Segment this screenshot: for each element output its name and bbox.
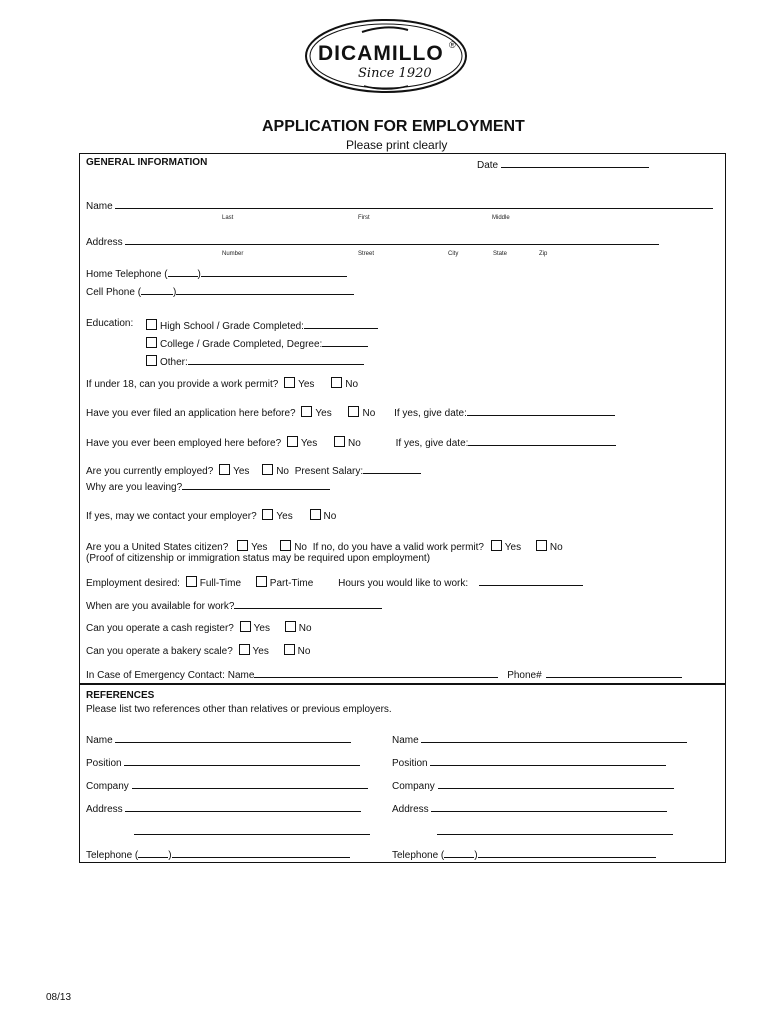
edu-college-input[interactable] <box>322 336 368 347</box>
name-sub-middle: Middle <box>492 215 510 221</box>
filed-date-input[interactable] <box>467 405 615 416</box>
ref2-address-label: Address <box>392 804 429 815</box>
cell-phone-label: Cell Phone ( <box>86 287 142 298</box>
yes-label: Yes <box>300 438 318 449</box>
yes-label: Yes <box>504 542 522 553</box>
addr-sub-state: State <box>493 251 508 257</box>
form-code: 08/13 <box>46 992 72 1003</box>
general-heading: GENERAL INFORMATION <box>86 157 208 168</box>
leaving-question-label: Why are you leaving? <box>86 482 183 493</box>
filed-question-label: Have you ever filed an application here before? <box>86 408 296 419</box>
addr-sub-city: City <box>448 251 459 257</box>
cell-phone-input[interactable] <box>176 284 354 295</box>
cell-phone-field <box>86 284 354 298</box>
proof-note: (Proof of citizenship or immigration status may be required upon employment) <box>86 553 431 564</box>
edu-high-school-checkbox[interactable] <box>146 319 157 330</box>
ref1-name-label: Name <box>86 735 113 746</box>
part-time-checkbox[interactable] <box>256 576 267 587</box>
no-label: No <box>298 623 312 634</box>
ref1-company-input[interactable] <box>132 778 368 789</box>
ref1-position <box>86 755 360 769</box>
emergency-contact <box>86 667 682 681</box>
address-field <box>86 234 659 248</box>
no-label: No <box>549 542 563 553</box>
page-subtitle: Please print clearly <box>346 138 448 152</box>
permit-no-checkbox[interactable] <box>331 377 342 388</box>
ref2-address <box>392 801 667 815</box>
no-label: No <box>362 408 376 419</box>
paren-close: ) <box>168 850 172 861</box>
emergency-name-input[interactable] <box>254 667 498 678</box>
current-no-checkbox[interactable] <box>262 464 273 475</box>
ref2-address-line2[interactable] <box>437 824 673 835</box>
name-label: Name <box>86 201 113 212</box>
phone-label: Phone# <box>507 670 542 681</box>
contact-question <box>86 509 336 522</box>
filed-question <box>86 405 615 419</box>
logo-registered: ® <box>449 40 456 50</box>
current-yes-checkbox[interactable] <box>219 464 230 475</box>
logo <box>304 14 468 96</box>
paren-close: ) <box>173 287 177 298</box>
valid-permit-label: If no, do you have a valid work permit? <box>312 542 484 553</box>
scale-question-label: Can you operate a bakery scale? <box>86 646 233 657</box>
available-input[interactable] <box>234 598 382 609</box>
filed-date-label: If yes, give date: <box>394 408 467 419</box>
filed-yes-checkbox[interactable] <box>301 406 312 417</box>
ref2-area-code-input[interactable] <box>444 847 474 858</box>
citizen-no-checkbox[interactable] <box>280 540 291 551</box>
ref1-telephone <box>86 847 350 861</box>
ref1-address-input[interactable] <box>125 801 361 812</box>
edu-other-label: Other: <box>160 357 188 368</box>
logo-brand: DICAMILLO <box>318 42 444 65</box>
name-sub-last: Last <box>222 215 234 221</box>
full-time-checkbox[interactable] <box>186 576 197 587</box>
address-input[interactable] <box>125 234 659 245</box>
ref1-address <box>86 801 361 815</box>
ref1-name-input[interactable] <box>115 732 351 743</box>
register-question-label: Can you operate a cash register? <box>86 623 234 634</box>
logo-tagline: Since 1920 <box>358 66 432 81</box>
references-heading: REFERENCES <box>86 690 155 701</box>
current-question <box>86 463 421 477</box>
ref1-company <box>86 778 368 792</box>
ref2-telephone-input[interactable] <box>478 847 656 858</box>
citizen-question <box>86 540 563 553</box>
employment-desired <box>86 575 583 589</box>
yes-label: Yes <box>276 511 293 522</box>
register-question <box>86 621 312 634</box>
leaving-question <box>86 479 330 493</box>
employed-no-checkbox[interactable] <box>334 436 345 447</box>
emergency-phone-input[interactable] <box>546 667 682 678</box>
contact-no-checkbox[interactable] <box>310 509 321 520</box>
ref1-company-label: Company <box>86 781 129 792</box>
citizen-yes-checkbox[interactable] <box>237 540 248 551</box>
edu-other <box>146 354 364 368</box>
ref1-position-label: Position <box>86 758 122 769</box>
emergency-label: In Case of Emergency Contact: Name <box>86 670 255 681</box>
yes-label: Yes <box>315 408 332 419</box>
ref2-telephone-label: Telephone ( <box>392 850 445 861</box>
edu-college-label: College / Grade Completed, Degree: <box>160 339 323 350</box>
page-title: APPLICATION FOR EMPLOYMENT <box>262 118 525 135</box>
ref1-position-input[interactable] <box>124 755 360 766</box>
edu-college-checkbox[interactable] <box>146 337 157 348</box>
addr-sub-number: Number <box>222 251 244 257</box>
addr-sub-zip: Zip <box>539 251 548 257</box>
ref2-position-input[interactable] <box>430 755 666 766</box>
register-yes-checkbox[interactable] <box>240 621 251 632</box>
yes-label: Yes <box>253 623 270 634</box>
contact-question-label: If yes, may we contact your employer? <box>86 511 257 522</box>
yes-label: Yes <box>252 646 269 657</box>
ref2-telephone <box>392 847 656 861</box>
citizen-question-label: Are you a United States citizen? <box>86 542 229 553</box>
home-telephone-field <box>86 266 347 280</box>
date-input[interactable] <box>501 157 649 168</box>
yes-label: Yes <box>298 379 315 390</box>
ref1-address-label: Address <box>86 804 123 815</box>
edu-high-school <box>146 318 378 332</box>
ref2-company-label: Company <box>392 781 435 792</box>
permit-question-label: If under 18, can you provide a work permit? <box>86 379 279 390</box>
employed-question-label: Have you ever been employed here before? <box>86 438 282 449</box>
ref2-name-label: Name <box>392 735 419 746</box>
ref1-telephone-label: Telephone ( <box>86 850 139 861</box>
name-input[interactable] <box>115 198 713 209</box>
part-time-label: Part-Time <box>269 578 314 589</box>
edu-high-school-label: High School / Grade Completed: <box>160 321 304 332</box>
employment-desired-label: Employment desired: <box>86 578 180 589</box>
edu-other-checkbox[interactable] <box>146 355 157 366</box>
current-question-label: Are you currently employed? <box>86 466 214 477</box>
contact-yes-checkbox[interactable] <box>262 509 273 520</box>
paren-close: ) <box>197 269 201 280</box>
date-label: Date <box>477 160 499 171</box>
scale-no-checkbox[interactable] <box>284 644 295 655</box>
address-label: Address <box>86 237 123 248</box>
hours-input[interactable] <box>479 575 583 586</box>
ref2-position <box>392 755 666 769</box>
available-question <box>86 598 382 612</box>
available-label: When are you available for work? <box>86 601 235 612</box>
ref1-telephone-input[interactable] <box>172 847 350 858</box>
cell-area-code-input[interactable] <box>141 284 173 295</box>
permit-yes-checkbox[interactable] <box>284 377 295 388</box>
ref1-address-line2[interactable] <box>134 824 370 835</box>
edu-college <box>146 336 368 350</box>
home-telephone-label: Home Telephone ( <box>86 269 168 280</box>
salary-label: Present Salary: <box>294 466 364 477</box>
ref2-company-input[interactable] <box>438 778 674 789</box>
hours-label: Hours you would like to work: <box>338 578 469 589</box>
home-area-code-input[interactable] <box>168 266 198 277</box>
no-label: No <box>276 466 289 477</box>
salary-input[interactable] <box>363 463 421 474</box>
yes-label: Yes <box>233 466 250 477</box>
valid-permit-no-checkbox[interactable] <box>536 540 547 551</box>
edu-other-input[interactable] <box>188 354 364 365</box>
register-no-checkbox[interactable] <box>285 621 296 632</box>
ref2-name <box>392 732 687 746</box>
employed-yes-checkbox[interactable] <box>287 436 298 447</box>
no-label: No <box>345 379 359 390</box>
name-field <box>86 198 713 212</box>
addr-sub-street: Street <box>358 251 375 257</box>
date-field <box>477 157 649 171</box>
no-label: No <box>297 646 311 657</box>
scale-question <box>86 644 310 657</box>
employed-date-label: If yes, give date: <box>395 438 469 449</box>
yes-label: Yes <box>251 542 268 553</box>
employed-date-input[interactable] <box>468 435 616 446</box>
no-label: No <box>348 438 361 449</box>
no-label: No <box>294 542 307 553</box>
paren-close: ) <box>474 850 478 861</box>
leaving-input[interactable] <box>182 479 330 490</box>
permit-question <box>86 377 358 390</box>
employed-question <box>86 435 616 449</box>
home-telephone-input[interactable] <box>201 266 347 277</box>
valid-permit-yes-checkbox[interactable] <box>491 540 502 551</box>
filed-no-checkbox[interactable] <box>348 406 359 417</box>
ref2-name-input[interactable] <box>421 732 687 743</box>
ref1-name <box>86 732 351 746</box>
edu-high-school-input[interactable] <box>304 318 378 329</box>
scale-yes-checkbox[interactable] <box>239 644 250 655</box>
name-sub-first: First <box>358 215 370 221</box>
references-note: Please list two references other than relatives or previous employers. <box>86 704 392 715</box>
ref1-area-code-input[interactable] <box>138 847 168 858</box>
ref2-address-input[interactable] <box>431 801 667 812</box>
education-label: Education: <box>86 318 134 329</box>
full-time-label: Full-Time <box>199 578 242 589</box>
no-label: No <box>323 511 337 522</box>
ref2-company <box>392 778 674 792</box>
ref2-position-label: Position <box>392 758 428 769</box>
